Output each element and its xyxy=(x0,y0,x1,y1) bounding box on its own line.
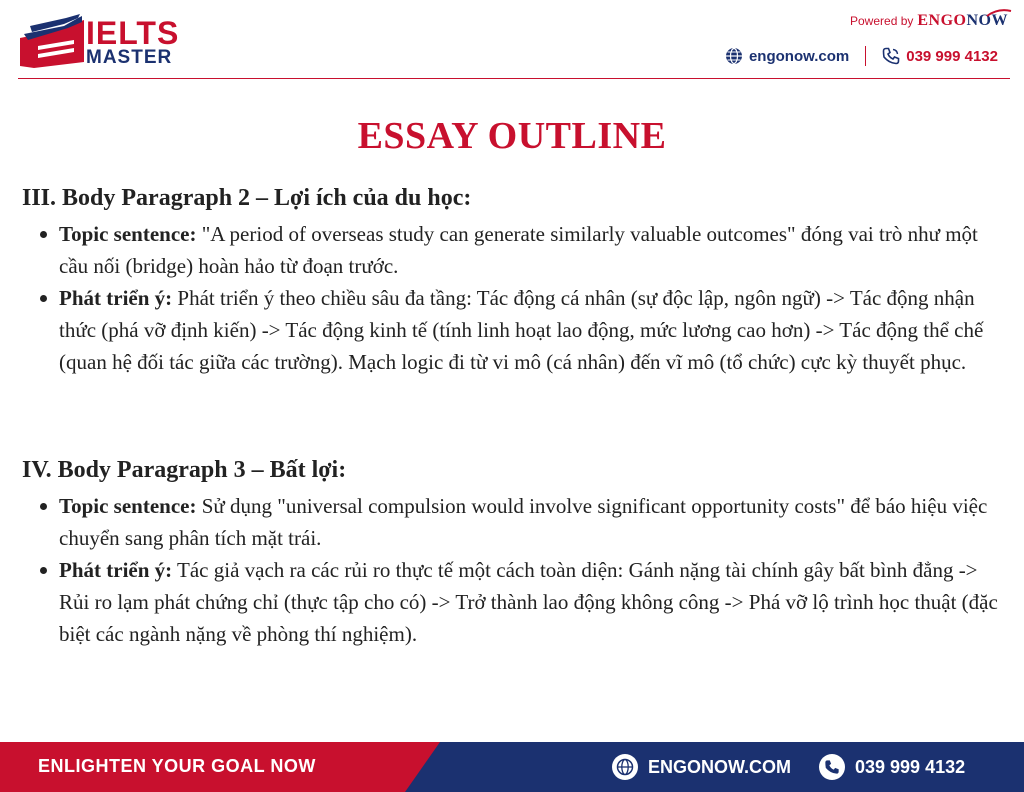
list-item xyxy=(22,490,1012,554)
phone-icon xyxy=(819,754,845,780)
section-body-paragraph-2 xyxy=(22,182,1012,378)
globe-icon xyxy=(612,754,638,780)
header-divider xyxy=(18,78,1010,79)
header-contact-divider xyxy=(865,46,866,66)
footer-slogan: ENLIGHTEN YOUR GOAL NOW xyxy=(38,756,316,776)
globe-icon xyxy=(725,47,743,65)
list-item xyxy=(22,282,1012,378)
header-contact xyxy=(725,46,998,66)
bullet-icon xyxy=(40,567,47,574)
bullet-icon xyxy=(40,295,47,302)
item-text: "A period of overseas study can generate similarly valuable outcomes" đóng vai trò như một cầu nối (bridge) hoàn hảo từ đoạn trước. xyxy=(59,222,978,278)
list-item xyxy=(22,554,1012,650)
page-title: ESSAY OUTLINE xyxy=(357,115,667,157)
footer-contact xyxy=(612,754,965,780)
logo-text-master: MASTER xyxy=(86,47,173,68)
item-text: Sử dụng "universal compulsion would involve significant opportunity costs" để báo hiệu việc chuyển sang phân tích mặt trái. xyxy=(59,494,988,550)
bullet-icon xyxy=(40,503,47,510)
section-body-paragraph-3 xyxy=(22,454,1012,650)
powered-brand-b: NOW xyxy=(966,12,1008,29)
footer-website-text: ENGONOW.COM xyxy=(648,756,791,777)
bullet-list xyxy=(22,218,1012,378)
item-text: Tác giả vạch ra các rủi ro thực tế một cách toàn diện: Gánh nặng tài chính gây bất bình đẳng -> Rủi ro lạm phát chứng chỉ (thực tập cho có) -> Trở thành lao động không công -> Phá vỡ lộ trình học thuật (đặc biệt các ngành nặng về phòng thí nghiệm). xyxy=(59,558,998,646)
header-phone[interactable] xyxy=(882,47,998,65)
item-label: Phát triển ý: xyxy=(59,286,173,310)
footer-phone-text: 039 999 4132 xyxy=(855,756,966,777)
powered-prefix: Powered by xyxy=(850,14,914,28)
item-label: Topic sentence: xyxy=(59,494,197,518)
header-phone-text: 039 999 4132 xyxy=(906,47,998,65)
page-footer xyxy=(0,742,1024,792)
section-heading: III. Body Paragraph 2 – Lợi ích của du học: xyxy=(22,185,472,211)
header-website-text: engonow.com xyxy=(748,47,850,65)
item-text: Phát triển ý theo chiều sâu đa tầng: Tác động cá nhân (sự độc lập, ngôn ngữ) -> Tác động nhận thức (phá vỡ định kiến) -> Tác động kinh tế (tính linh hoạt lao động, mức lương cao hơn) -> Tác động thể chế (quan hệ đối tác giữa các trường). Mạch logic đi từ vi mô (cá nhân) đến vĩ mô (tổ chức) cực kỳ thuyết phục. xyxy=(59,286,984,374)
footer-phone[interactable] xyxy=(819,754,965,780)
powered-brand-a: ENGO xyxy=(917,12,967,29)
powered-by xyxy=(850,12,1008,30)
section-heading: IV. Body Paragraph 3 – Bất lợi: xyxy=(22,457,347,483)
page-header xyxy=(0,0,1024,80)
phone-icon xyxy=(882,47,900,65)
list-item xyxy=(22,218,1012,282)
ielts-master-logo xyxy=(20,14,200,70)
bullet-icon xyxy=(40,231,47,238)
logo-text-ielts: IELTS xyxy=(86,15,180,51)
item-label: Phát triển ý: xyxy=(59,558,173,582)
logo-book-icon xyxy=(20,14,84,68)
swoosh-icon xyxy=(986,8,1012,18)
item-label: Topic sentence: xyxy=(59,222,197,246)
bullet-list xyxy=(22,490,1012,650)
header-website[interactable] xyxy=(725,47,849,65)
footer-website[interactable] xyxy=(612,754,791,780)
